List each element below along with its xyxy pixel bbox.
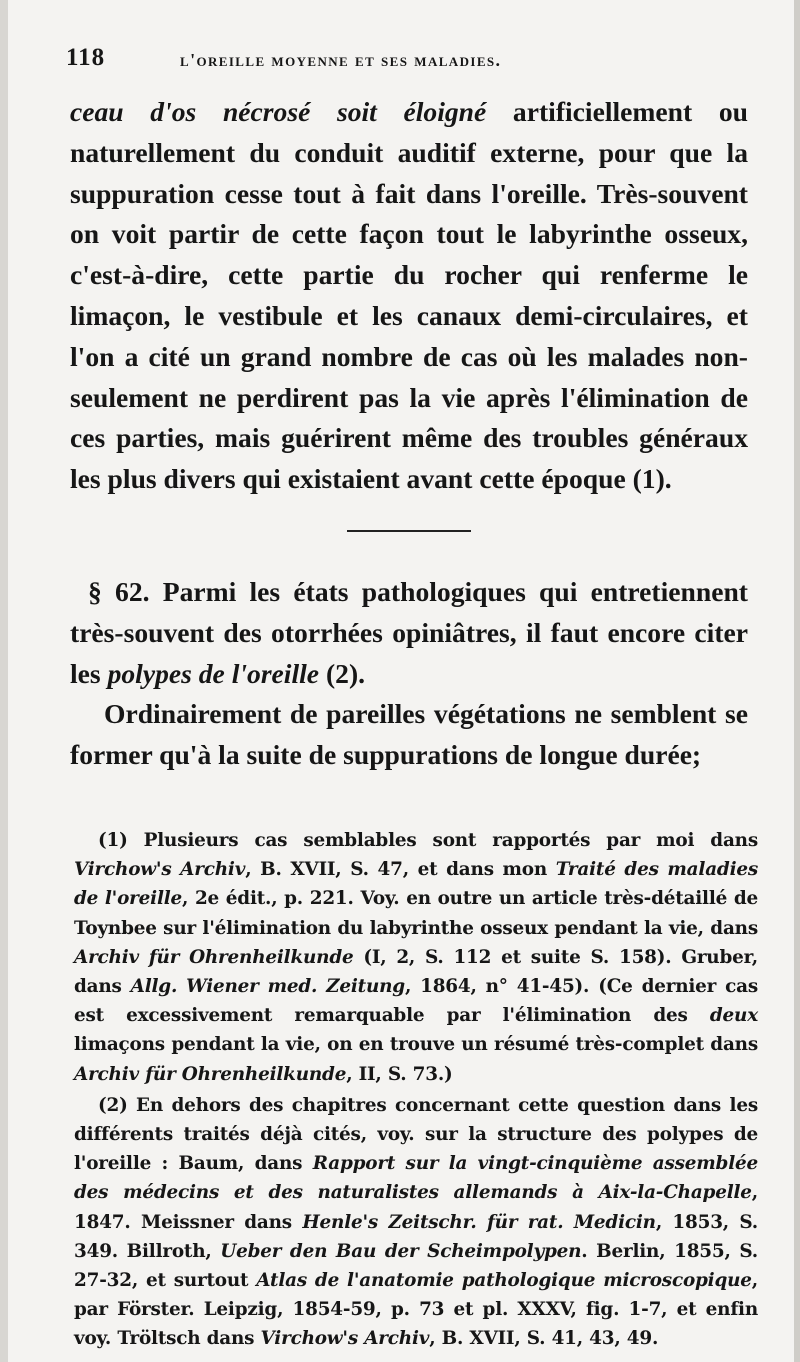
footnote-text: (I, 2, S. 112 et suite S. 158). Gruber, dans	[74, 946, 758, 998]
footnote-1	[74, 826, 758, 1089]
footnote-italic: Archiv für Ohrenheilkunde	[74, 1063, 347, 1085]
footnote-italic: Rapport sur la vingt-cinquième assemblée des médecins et des naturalistes allemands à Aix-la-Chapelle	[74, 1153, 758, 1204]
footnote-2	[74, 1091, 758, 1354]
footnote-text: , 1853, S. 349. Billroth,	[74, 1211, 759, 1262]
footnote-text: (2) En dehors des chapitres concernant cette question dans les différents traités déjà cités, voy. sur la structure des polypes de l'oreille : Baum, dans	[74, 1094, 758, 1175]
footnote-text: limaçons pendant la vie, on en trouve un résumé très-complet dans	[74, 1034, 758, 1056]
section-divider	[347, 530, 471, 532]
paragraph-text: (2).	[319, 657, 366, 689]
footnote-text: , B. XVII, S. 47, et dans mon	[245, 859, 556, 881]
italic-phrase: polypes de l'oreille	[107, 657, 320, 689]
footnote-italic: Virchow's Archiv	[260, 1328, 430, 1350]
footnote-italic: Henle's Zeitschr. für rat. Medicin	[302, 1211, 656, 1233]
footnote-italic: Atlas de l'anatomie pathologique microscopique	[256, 1270, 752, 1292]
paragraph-text: Ordinairement de pareilles végétations ne semblent se former qu'à la suite de suppurations de longue durée;	[70, 698, 748, 771]
footnote-italic: Allg. Wiener med. Zeitung	[130, 976, 405, 998]
page-header	[66, 44, 746, 78]
footnote-italic: Ueber den Bau der Scheimpolypen	[220, 1240, 582, 1262]
footnote-italic: Traité des maladies de l'oreille	[74, 859, 759, 910]
footnote-italic: Archiv für Ohrenheilkunde	[74, 946, 354, 968]
footnote-text: , 2e édit., p. 221. Voy. en outre un article très-détaillé de Toynbee sur l'élimination du labyrinthe osseux pendant la vie, dans	[74, 888, 758, 939]
footnote-italic: Virchow's Archiv	[74, 859, 246, 881]
footnote-text: , 1847. Meissner dans	[74, 1182, 758, 1233]
footnote-text: , 1864, n° 41-45). (Ce dernier cas est excessivement remarquable par l'élimination des	[74, 976, 758, 1027]
paragraph-text: Parmi les états pathologiques qui entretiennent très-souvent des otorrhées opiniâtres, il faut encore citer les	[70, 575, 748, 689]
section-number: § 62.	[88, 575, 150, 607]
paragraph-text: artificiellement ou naturellement du conduit auditif externe, pour que la suppuration cesse tout à fait dans l'oreille. Très-souvent on voit partir de cette façon tout le labyrinthe osseux, c'est-à-dire, cette partie du rocher qui renferme le limaçon, le vestibule et les canaux demi-circulaires, et l'on a cité un grand nombre de cas où les malades non-seulement ne perdirent pas la vie après l'élimination de ces parties, mais guérirent même des troubles généraux les plus divers qui existaient avant cette époque (1).	[70, 96, 748, 495]
footnote-text: , par Förster. Leipzig, 1854-59, p. 73 et pl. XXXV, fig. 1-7, et enfin voy. Tröltsch dans	[74, 1270, 758, 1350]
paragraph-section-62	[70, 572, 748, 694]
footnote-text: , II, S. 73.)	[346, 1063, 453, 1085]
italic-phrase: ceau d'os nécrosé soit éloigné	[70, 96, 487, 127]
footnote-text: (1) Plusieurs cas semblables sont rapportés par moi dans	[98, 830, 758, 851]
running-title: l'oreille moyenne et ses maladies.	[180, 50, 502, 70]
footnotes	[74, 826, 758, 1356]
paragraph-continuation	[70, 92, 748, 500]
footnote-italic: deux	[709, 1005, 758, 1027]
paragraph-ordinairement	[70, 694, 748, 776]
page-number: 118	[66, 44, 106, 71]
footnote-text: , B. XVII, S. 41, 43, 49.	[429, 1328, 659, 1350]
main-text	[70, 92, 748, 776]
footnote-text: . Berlin, 1855, S. 27-32, et surtout	[74, 1240, 758, 1292]
